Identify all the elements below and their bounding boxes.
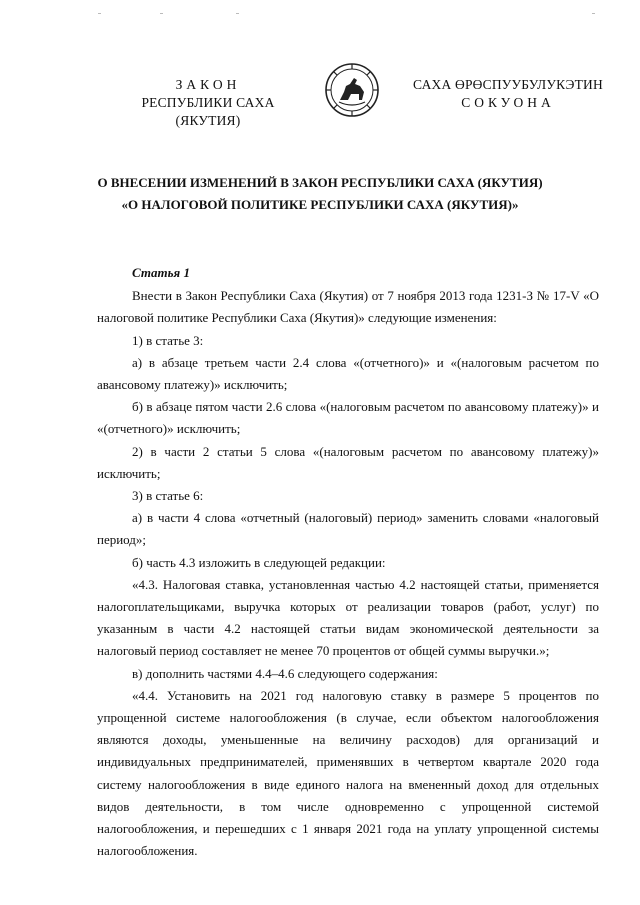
scan-speck	[160, 13, 163, 14]
title-line-2: «О НАЛОГОВОЙ ПОЛИТИКЕ РЕСПУБЛИКИ САХА (ЯКУТИЯ)»	[121, 197, 519, 212]
paragraph: Внести в Закон Республики Саха (Якутия) от 7 ноября 2013 года 1231-З № 17-V «О налоговой политике Республики Саха (Якутия)» следующие изменения:	[97, 288, 599, 326]
paragraph: а) в абзаце третьем части 2.4 слова «(отчетного)» и «(налоговым расчетом по авансовому платежу)» исключить;	[97, 354, 599, 393]
republic-name: РЕСПУБЛИКИ САХА (ЯКУТИЯ)	[141, 95, 275, 128]
document-title	[60, 172, 580, 216]
law-label: ЗАКОН	[175, 77, 241, 92]
paragraph: а) в части 4 слова «отчетный (налоговый) период» заменить словами «налоговый период»;	[97, 510, 599, 548]
document-body	[97, 262, 599, 862]
paragraph: б) часть 4.3 изложить в следующей редакции:	[132, 554, 386, 570]
coat-of-arms-emblem-icon	[324, 62, 380, 118]
paragraph: «4.3. Налоговая ставка, установленная частью 4.2 настоящей статьи, применяется налогоплательщиками, выручка которых от реализации товаров (работ, услуг) по указанным в части 4.2 настоящей статьи видам экономической деятельности за налоговый период составляет не менее 70 процентов от общей суммы выручки.»;	[97, 576, 599, 659]
scan-speck	[236, 13, 239, 14]
paragraph: 2) в части 2 статьи 5 слова «(налоговым расчетом по авансовому платежу)» исключить;	[97, 443, 599, 481]
header-right	[408, 76, 608, 112]
scan-speck	[98, 13, 101, 14]
article-heading: Статья 1	[132, 265, 190, 280]
paragraph: «4.4. Установить на 2021 год налоговую ставку в размере 5 процентов по упрощенной системе налогообложения (в случае, если объектом налогообложения являются доходы, уменьшенные на величину расходов) для организаций и индивидуальных предпринимателей, применявших в четвертом квартале 2020 года систему налогообложения в виде единого налога на вмененный доход для отдельных видов деятельности, в том числе одновременно с упрощенной системой налогообложения, и перешедших с 1 января 2021 года на уплату упрощенной системы налогообложения.	[97, 687, 599, 859]
paragraph: в) дополнить частями 4.4–4.6 следующего содержания:	[132, 665, 438, 681]
title-line-1: О ВНЕСЕНИИ ИЗМЕНЕНИЙ В ЗАКОН РЕСПУБЛИКИ САХА (ЯКУТИЯ)	[97, 175, 543, 190]
header-left	[108, 76, 308, 130]
republic-name-yakut: САХА ӨРӨСПУУБУЛУКЭТИН	[413, 77, 603, 92]
paragraph: 3) в статье 6:	[132, 488, 204, 504]
paragraph: б) в абзаце пятом части 2.6 слова «(налоговым расчетом по авансовому платежу)» и «(отчетного)» исключить;	[97, 399, 599, 437]
law-label-yakut: СОКУОНА	[461, 95, 555, 110]
paragraph: 1) в статье 3:	[132, 332, 204, 348]
scan-speck	[592, 13, 595, 14]
